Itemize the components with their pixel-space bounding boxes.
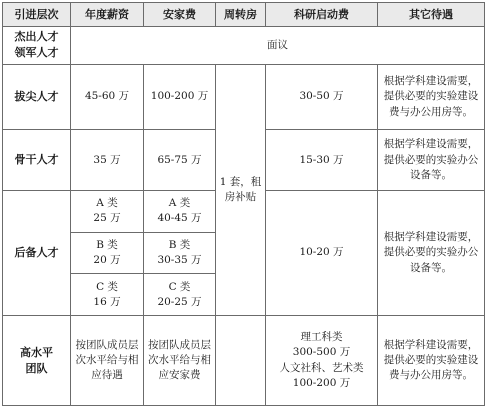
settle-team: 按团队成员层次水平给与相应安家费 (144, 316, 216, 406)
table-row (3, 27, 485, 65)
salary-top: 45-60 万 (71, 64, 144, 130)
level-team: 高水平 团队 (3, 316, 71, 406)
research-reserve: 10-20 万 (266, 190, 378, 315)
header-other: 其它待遇 (378, 3, 485, 27)
salary-team: 按团队成员层次水平给与相应待遇 (71, 316, 144, 406)
housing-team-empty (216, 316, 266, 406)
level-outstanding: 杰出人才 领军人才 (3, 27, 71, 65)
table-row (3, 316, 485, 406)
settle-top: 100-200 万 (144, 64, 216, 130)
talent-policy-table (2, 2, 485, 406)
other-backbone: 根据学科建设需要，提供必要的实验办公设备等。 (378, 130, 485, 191)
header-settle: 安家费 (144, 3, 216, 27)
housing-cell (216, 64, 266, 316)
settle-backbone: 65-75 万 (144, 130, 216, 191)
settle-reserve-a: A 类 40-45 万 (144, 190, 216, 232)
level-reserve: 后备人才 (3, 190, 71, 315)
header-housing: 周转房 (216, 3, 266, 27)
other-reserve: 根据学科建设需要，提供必要的实验办公设备等。 (378, 190, 485, 315)
other-top: 根据学科建设需要，提供必要的实验建设费与办公用房等。 (378, 64, 485, 130)
other-team: 根据学科建设需要，提供必要的实验建设费与办公用房等。 (378, 316, 485, 406)
salary-reserve-c: C 类 16 万 (71, 274, 144, 316)
negotiable-cell: 面议 (71, 27, 485, 65)
level-backbone: 骨干人才 (3, 130, 71, 191)
table-row (3, 64, 485, 130)
salary-reserve-b: B 类 20 万 (71, 232, 144, 274)
header-salary: 年度薪资 (71, 3, 144, 27)
level-top: 拔尖人才 (3, 64, 71, 130)
settle-reserve-b: B 类 30-35 万 (144, 232, 216, 274)
research-backbone: 15-30 万 (266, 130, 378, 191)
housing-text: 1 套，租房补贴 (219, 175, 262, 203)
header-research: 科研启动费 (266, 3, 378, 27)
salary-reserve-a: A 类 25 万 (71, 190, 144, 232)
header-level: 引进层次 (3, 3, 71, 27)
settle-reserve-c: C 类 20-25 万 (144, 274, 216, 316)
salary-backbone: 35 万 (71, 130, 144, 191)
research-top: 30-50 万 (266, 64, 378, 130)
research-team: 理工科类 300-500 万 人文社科、艺术类 100-200 万 (266, 316, 378, 406)
header-row (3, 3, 485, 27)
